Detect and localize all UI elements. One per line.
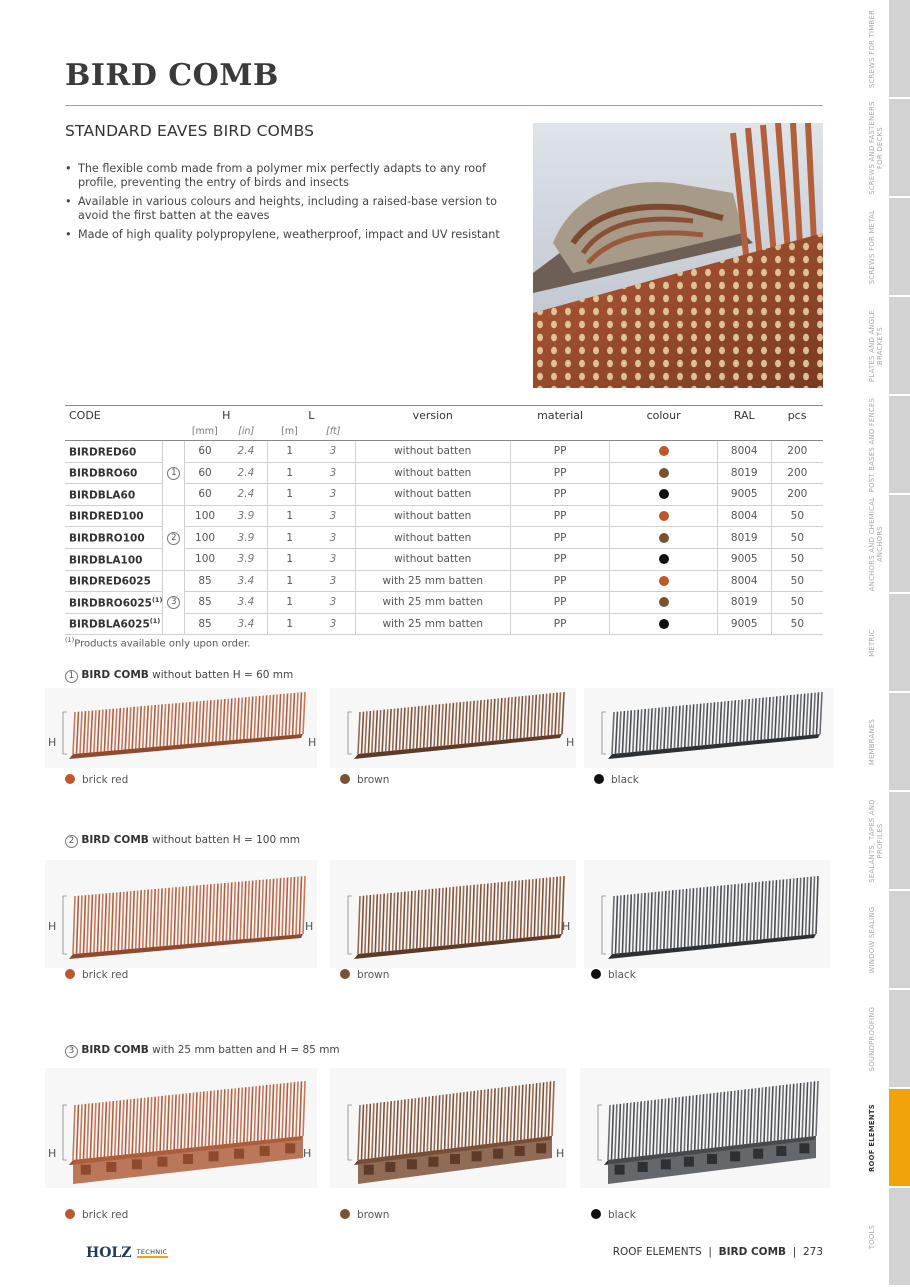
feature-list	[65, 162, 505, 247]
cell-material: PP	[510, 527, 610, 549]
colour-swatch	[659, 576, 669, 586]
table-footnote: $^{(1)}$Products available only upon order.	[65, 636, 251, 650]
header-code: CODE	[65, 406, 163, 424]
colour-label-brown: brown	[340, 1209, 389, 1221]
sidebar-tab[interactable]	[861, 792, 910, 890]
comb-brown-image	[330, 860, 576, 968]
cell-ral: 8004	[717, 570, 771, 592]
section-subtitle: STANDARD EAVES BIRD COMBS	[65, 122, 315, 140]
brand-logo: HOLZ TECHNIC	[86, 1245, 168, 1261]
cell-l-m: 1	[268, 613, 312, 635]
title-divider	[65, 105, 823, 106]
cell-l-ft: 3	[311, 505, 355, 527]
cell-l-m: 1	[268, 527, 312, 549]
cell-material: PP	[510, 441, 610, 463]
cell-ral: 8004	[717, 505, 771, 527]
cell-material: PP	[510, 462, 610, 484]
sidebar-tab[interactable]	[861, 1089, 910, 1187]
feature-item: • The flexible comb made from a polymer mix perfectly adapts to any roof profile, preventing the entry of birds and insects	[65, 162, 505, 190]
cell-pcs: 50	[771, 505, 823, 527]
sidebar-tab[interactable]	[861, 1188, 910, 1286]
cell-h-in: 2.4	[225, 484, 268, 506]
sidebar-tab-label: WINDOW SEALING	[868, 906, 876, 974]
cell-pcs: 50	[771, 527, 823, 549]
dimension-h-label: H	[48, 1147, 57, 1160]
cell-colour	[610, 484, 717, 506]
dimension-h-label: H	[303, 1147, 312, 1160]
colour-swatch	[659, 511, 669, 521]
group-cell	[163, 441, 185, 506]
colour-label-red: brick red	[65, 774, 128, 786]
sidebar-tab[interactable]	[861, 396, 910, 494]
sidebar-tab-label: SCREWS FOR METAL	[868, 209, 876, 285]
sidebar-tab-label: METRIC	[868, 629, 876, 657]
cell-l-m: 1	[268, 462, 312, 484]
colour-dot	[65, 1209, 75, 1219]
cell-code: BIRDBRO6025$^{(1)}$	[65, 592, 163, 614]
cell-version: without batten	[355, 527, 510, 549]
comb-brown-image	[330, 1068, 566, 1188]
cell-version: with 25 mm batten	[355, 613, 510, 635]
colour-dot	[594, 774, 604, 784]
cell-pcs: 200	[771, 484, 823, 506]
cell-l-ft: 3	[311, 462, 355, 484]
cell-l-ft: 3	[311, 592, 355, 614]
group-number: 3	[167, 596, 180, 609]
colour-dot	[65, 774, 75, 784]
sidebar-tab[interactable]	[861, 99, 910, 197]
cell-colour	[610, 548, 717, 570]
sidebar-tab-label: MEMBRANES	[868, 718, 876, 766]
sidebar-tab[interactable]	[861, 594, 910, 692]
dimension-h-label: H	[48, 736, 57, 749]
cell-h-mm: 85	[185, 613, 225, 635]
cell-version: without batten	[355, 484, 510, 506]
cell-material: PP	[510, 570, 610, 592]
comb-red-image	[45, 688, 317, 768]
cell-pcs: 50	[771, 548, 823, 570]
colour-label-brown: brown	[340, 774, 389, 786]
cell-colour	[610, 462, 717, 484]
sidebar-tab-label: ROOF ELEMENTS	[868, 1104, 876, 1172]
page-footer: ROOF ELEMENTS | BIRD COMB | 273	[612, 1246, 823, 1258]
spec-table	[65, 405, 823, 635]
cell-version: without batten	[355, 441, 510, 463]
cell-pcs: 200	[771, 441, 823, 463]
colour-dot	[591, 1209, 601, 1219]
group-number: 1	[167, 467, 180, 480]
dimension-h-label: H	[566, 736, 575, 749]
cell-code: BIRDBLA6025$^{(1)}$	[65, 613, 163, 635]
cell-material: PP	[510, 592, 610, 614]
header-l: L	[268, 406, 356, 424]
cell-material: PP	[510, 613, 610, 635]
header-material: material	[510, 406, 610, 424]
colour-dot	[340, 1209, 350, 1219]
sidebar-tab-label: PLATES AND ANGLE BRACKETS	[868, 309, 884, 383]
colour-swatch	[659, 468, 669, 478]
table-row	[65, 505, 823, 527]
sidebar-tab[interactable]	[861, 693, 910, 791]
cell-ral: 9005	[717, 484, 771, 506]
comb-red-image	[45, 1068, 317, 1188]
cell-ral: 9005	[717, 613, 771, 635]
header-colour: colour	[610, 406, 717, 424]
cell-l-m: 1	[268, 484, 312, 506]
comb-black-image	[580, 1068, 830, 1188]
colour-dot	[65, 969, 75, 979]
cell-version: with 25 mm batten	[355, 570, 510, 592]
sidebar-tab-label: SCREWS FOR TIMBER	[868, 9, 876, 89]
cell-l-m: 1	[268, 505, 312, 527]
cell-h-in: 3.4	[225, 592, 268, 614]
unit-m: [m]	[268, 424, 312, 441]
comb-red-image	[45, 860, 317, 968]
cell-colour	[610, 613, 717, 635]
cell-code: BIRDBRO100	[65, 527, 163, 549]
header-h: H	[185, 406, 268, 424]
comb-black-image	[584, 860, 830, 968]
cell-ral: 8019	[717, 527, 771, 549]
dimension-h-label: H	[562, 920, 571, 933]
product-photo	[533, 123, 823, 388]
feature-item: • Made of high quality polypropylene, weatherproof, impact and UV resistant	[65, 228, 505, 242]
cell-l-ft: 3	[311, 527, 355, 549]
cell-colour	[610, 592, 717, 614]
category-sidebar	[861, 0, 910, 1287]
cell-material: PP	[510, 484, 610, 506]
cell-l-m: 1	[268, 592, 312, 614]
group-number: 2	[167, 532, 180, 545]
page-number: 273	[802, 1246, 823, 1258]
cell-material: PP	[510, 505, 610, 527]
sidebar-tab[interactable]	[861, 990, 910, 1088]
colour-swatch	[659, 446, 669, 456]
cell-h-in: 2.4	[225, 462, 268, 484]
cell-code: BIRDRED6025	[65, 570, 163, 592]
unit-in: [in]	[225, 424, 268, 441]
cell-h-in: 3.9	[225, 505, 268, 527]
colour-swatch	[659, 619, 669, 629]
cell-h-in: 3.9	[225, 548, 268, 570]
sidebar-tab[interactable]	[861, 198, 910, 296]
feature-item: • Available in various colours and heights, including a raised-base version to avoid the first batten at the eaves	[65, 195, 505, 223]
cell-h-mm: 60	[185, 484, 225, 506]
cell-h-in: 3.4	[225, 570, 268, 592]
header-pcs: pcs	[771, 406, 823, 424]
cell-h-mm: 100	[185, 548, 225, 570]
cell-ral: 8019	[717, 592, 771, 614]
cell-h-mm: 100	[185, 505, 225, 527]
cell-l-m: 1	[268, 570, 312, 592]
cell-l-ft: 3	[311, 613, 355, 635]
sidebar-tab-label: SOUNDPROOFING	[868, 1006, 876, 1072]
cell-version: without batten	[355, 548, 510, 570]
sidebar-tab-label: ANCHORS AND CHEMICAL ANCHORS	[868, 496, 884, 592]
cell-ral: 8019	[717, 462, 771, 484]
cell-code: BIRDBLA100	[65, 548, 163, 570]
cell-material: PP	[510, 548, 610, 570]
sidebar-tab[interactable]	[861, 891, 910, 989]
cell-pcs: 200	[771, 462, 823, 484]
sidebar-tab[interactable]	[861, 0, 910, 98]
cell-h-mm: 60	[185, 462, 225, 484]
cell-h-mm: 85	[185, 592, 225, 614]
dimension-h-label: H	[308, 736, 317, 749]
cell-l-ft: 3	[311, 570, 355, 592]
cell-l-m: 1	[268, 441, 312, 463]
dimension-h-label: H	[556, 1147, 565, 1160]
colour-label-black: black	[591, 1209, 636, 1221]
sidebar-tab-label: POST BASES AND FENCES	[868, 397, 876, 493]
cell-code: BIRDBRO60	[65, 462, 163, 484]
cell-version: without batten	[355, 505, 510, 527]
unit-mm: [mm]	[185, 424, 225, 441]
cell-h-in: 3.4	[225, 613, 268, 635]
cell-ral: 8004	[717, 441, 771, 463]
cell-h-mm: 100	[185, 527, 225, 549]
dimension-h-label: H	[48, 920, 57, 933]
cell-l-ft: 3	[311, 548, 355, 570]
cell-pcs: 50	[771, 613, 823, 635]
group-cell	[163, 505, 185, 570]
comb-black-image	[584, 688, 834, 768]
section-3-heading: 3 BIRD COMB with 25 mm batten and H = 85 mm	[65, 1044, 340, 1058]
cell-colour	[610, 505, 717, 527]
cell-colour	[610, 441, 717, 463]
cell-version: with 25 mm batten	[355, 592, 510, 614]
cell-pcs: 50	[771, 592, 823, 614]
sidebar-tab-label: SEALANTS, TAPES AND PROFILES	[868, 799, 884, 883]
table-row	[65, 570, 823, 592]
colour-swatch	[659, 597, 669, 607]
cell-ral: 9005	[717, 548, 771, 570]
colour-label-red: brick red	[65, 969, 128, 981]
cell-l-m: 1	[268, 548, 312, 570]
sidebar-tab-label: TOOLS	[868, 1224, 876, 1250]
colour-label-brown: brown	[340, 969, 389, 981]
header-ral: RAL	[717, 406, 771, 424]
section-1-heading: 1 BIRD COMB without batten H = 60 mm	[65, 669, 293, 683]
colour-dot	[340, 969, 350, 979]
cell-code: BIRDRED100	[65, 505, 163, 527]
colour-dot	[340, 774, 350, 784]
cell-h-mm: 85	[185, 570, 225, 592]
cell-colour	[610, 570, 717, 592]
cell-h-mm: 60	[185, 441, 225, 463]
unit-ft: [ft]	[311, 424, 355, 441]
colour-label-black: black	[591, 969, 636, 981]
colour-dot	[591, 969, 601, 979]
cell-h-in: 3.9	[225, 527, 268, 549]
colour-label-black: black	[594, 774, 639, 786]
colour-swatch	[659, 554, 669, 564]
page-title: BIRD COMB	[65, 58, 279, 93]
group-cell	[163, 570, 185, 635]
cell-version: without batten	[355, 462, 510, 484]
cell-l-ft: 3	[311, 484, 355, 506]
cell-code: BIRDBLA60	[65, 484, 163, 506]
sidebar-tab[interactable]	[861, 495, 910, 593]
section-2-heading: 2 BIRD COMB without batten H = 100 mm	[65, 834, 300, 848]
colour-swatch	[659, 533, 669, 543]
header-version: version	[355, 406, 510, 424]
comb-brown-image	[330, 688, 576, 768]
cell-h-in: 2.4	[225, 441, 268, 463]
sidebar-tab[interactable]	[861, 297, 910, 395]
cell-colour	[610, 527, 717, 549]
table-row	[65, 441, 823, 463]
dimension-h-label: H	[305, 920, 314, 933]
sidebar-tab-label: SCREWS AND FASTENERS FOR DECKS	[868, 101, 884, 195]
cell-code: BIRDRED60	[65, 441, 163, 463]
cell-pcs: 50	[771, 570, 823, 592]
cell-l-ft: 3	[311, 441, 355, 463]
colour-label-red: brick red	[65, 1209, 128, 1221]
colour-swatch	[659, 489, 669, 499]
